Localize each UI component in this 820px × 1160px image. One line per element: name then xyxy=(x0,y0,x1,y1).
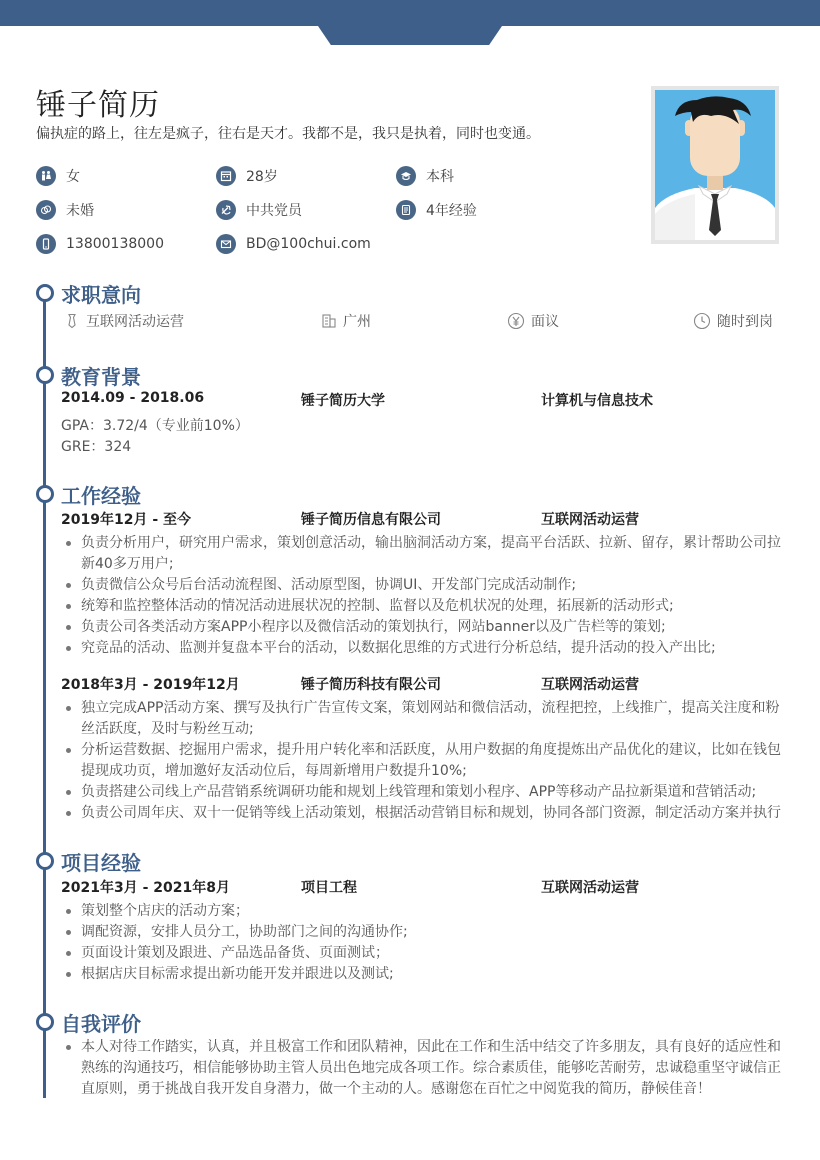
project-role: 互联网活动运营 xyxy=(541,880,639,896)
education-school: 锤子简历大学 xyxy=(301,393,385,409)
info-email-text[interactable]: BD@100chui.com xyxy=(246,236,371,252)
section-dot-work xyxy=(36,485,54,503)
intent-position-text: 互联网活动运营 xyxy=(86,314,184,330)
info-gender xyxy=(36,166,80,186)
list-item: 统筹和监控整体活动的情况活动进展状况的控制、监督以及危机状况的处理，拓展新的活动形式; xyxy=(60,596,784,617)
info-experience-text: 4年经验 xyxy=(426,203,477,219)
resume-motto: 偏执症的路上，往左是疯子，往右是天才。我都不是，我只是执着，同时也变通。 xyxy=(36,126,540,142)
list-item: 调配资源，安排人员分工，协助部门之间的沟通协作; xyxy=(60,922,784,943)
list-item: 负责搭建公司线上产品营销系统调研功能和规划上线管理和策划小程序、APP等移动产品拉新渠道和营销活动; xyxy=(60,782,784,803)
section-dot-self xyxy=(36,1013,54,1031)
section-dot-intent xyxy=(36,284,54,302)
info-politics-text: 中共党员 xyxy=(246,203,302,219)
section-title-work: 工作经验 xyxy=(61,484,141,508)
info-email xyxy=(216,234,371,254)
intent-city-text: 广州 xyxy=(343,314,371,330)
list-item: 独立完成APP活动方案、撰写及执行广告宣传文案，策划网站和微信活动，流程把控，上线推广，提高关注度和粉丝活跃度，及时与粉丝互动; xyxy=(60,698,784,740)
section-title-education: 教育背景 xyxy=(61,365,141,389)
info-politics xyxy=(216,200,302,220)
resume-name: 锤子简历 xyxy=(36,88,160,123)
gender-icon xyxy=(36,166,56,186)
graduation-cap-icon xyxy=(396,166,416,186)
intent-salary xyxy=(507,311,559,331)
info-age xyxy=(216,166,278,186)
info-marital-text: 未婚 xyxy=(66,203,94,219)
list-item: 负责分析用户，研究用户需求，策划创意活动，输出脑洞活动方案，提高平台活跃、拉新、留存，累计帮助公司拉新40多万用户; xyxy=(60,533,784,575)
section-dot-education xyxy=(36,366,54,384)
top-banner-tab xyxy=(318,26,502,45)
info-degree-text: 本科 xyxy=(426,169,454,185)
info-experience xyxy=(396,200,477,220)
list-item: 策划整个店庆的活动方案； xyxy=(60,901,784,922)
phone-icon xyxy=(36,234,56,254)
info-phone-text[interactable]: 13800138000 xyxy=(66,236,164,252)
timeline-line xyxy=(43,291,46,1098)
education-gre: GRE：324 xyxy=(61,439,132,455)
list-item: 负责微信公众号后台活动流程图、活动原型图，协调UI、开发部门完成活动制作; xyxy=(60,575,784,596)
info-degree xyxy=(396,166,454,186)
experience-icon xyxy=(396,200,416,220)
education-major: 计算机与信息技术 xyxy=(541,393,653,409)
self-evaluation xyxy=(60,1037,784,1100)
info-phone xyxy=(36,234,164,254)
email-icon xyxy=(216,234,236,254)
section-dot-project xyxy=(36,852,54,870)
work-1-company: 锤子简历信息有限公司 xyxy=(301,512,441,528)
work-1-role: 互联网活动运营 xyxy=(541,512,639,528)
building-icon xyxy=(321,313,337,329)
work-2-company: 锤子简历科技有限公司 xyxy=(301,677,441,693)
top-banner xyxy=(0,0,820,26)
work-2-duties xyxy=(60,698,784,824)
work-1-duties xyxy=(60,533,784,659)
work-2-period: 2018年3月 - 2019年12月 xyxy=(61,677,240,693)
list-item: 页面设计策划及跟进、产品选品备货、页面测试； xyxy=(60,943,784,964)
work-2-role: 互联网活动运营 xyxy=(541,677,639,693)
info-marital xyxy=(36,200,94,220)
education-gpa: GPA：3.72/4（专业前10%） xyxy=(61,418,249,434)
education-period: 2014.09 - 2018.06 xyxy=(61,390,205,406)
work-1-period: 2019年12月 - 至今 xyxy=(61,512,192,528)
section-title-intent: 求职意向 xyxy=(61,283,141,307)
avatar-illustration xyxy=(655,90,775,240)
yen-icon xyxy=(507,312,525,330)
intent-position xyxy=(64,311,184,331)
list-item: 负责公司各类活动方案APP小程序以及微信活动的策划执行，网站banner以及广告栏等的策划; xyxy=(60,617,784,638)
list-item: 分析运营数据、挖掘用户需求，提升用户转化率和活跃度，从用户数据的角度提炼出产品优化的建议，比如在钱包提现成功页，增加邀好友活动位后，每周新增用户数提升10%; xyxy=(60,740,784,782)
party-emblem-icon xyxy=(216,200,236,220)
info-age-text: 28岁 xyxy=(246,169,278,185)
project-name: 项目工程 xyxy=(301,880,357,896)
marriage-icon xyxy=(36,200,56,220)
tie-icon xyxy=(64,313,80,329)
list-item: 本人对待工作踏实，认真，并且极富工作和团队精神，因此在工作和生活中结交了许多朋友，具有良好的适应性和熟练的沟通技巧，相信能够协助主管人员出色地完成各项工作。综合素质佳，能够吃苦耐劳，忠诚稳重坚守诚信正直原则，勇于挑战自我开发自身潜力，做一个主动的人。感谢您在百忙之中阅览我的简历，静候佳音！ xyxy=(60,1037,784,1100)
project-tasks xyxy=(60,901,784,985)
info-gender-text: 女 xyxy=(66,169,80,185)
intent-city xyxy=(321,311,371,331)
intent-salary-text: 面议 xyxy=(531,314,559,330)
list-item: 负责公司周年庆、双十一促销等线上活动策划，根据活动营销目标和规划，协同各部门资源，制定活动方案并执行 xyxy=(60,803,784,824)
list-item: 究竞品的活动、监测并复盘本平台的活动，以数据化思维的方式进行分析总结，提升活动的投入产出比; xyxy=(60,638,784,659)
project-period: 2021年3月 - 2021年8月 xyxy=(61,880,230,896)
list-item: 根据店庆目标需求提出新功能开发并跟进以及测试; xyxy=(60,964,784,985)
intent-availability xyxy=(693,311,773,331)
section-title-self: 自我评价 xyxy=(61,1012,141,1036)
clock-icon xyxy=(693,312,711,330)
calendar-icon xyxy=(216,166,236,186)
intent-availability-text: 随时到岗 xyxy=(717,314,773,330)
profile-photo xyxy=(651,86,779,244)
section-title-project: 项目经验 xyxy=(61,851,141,875)
